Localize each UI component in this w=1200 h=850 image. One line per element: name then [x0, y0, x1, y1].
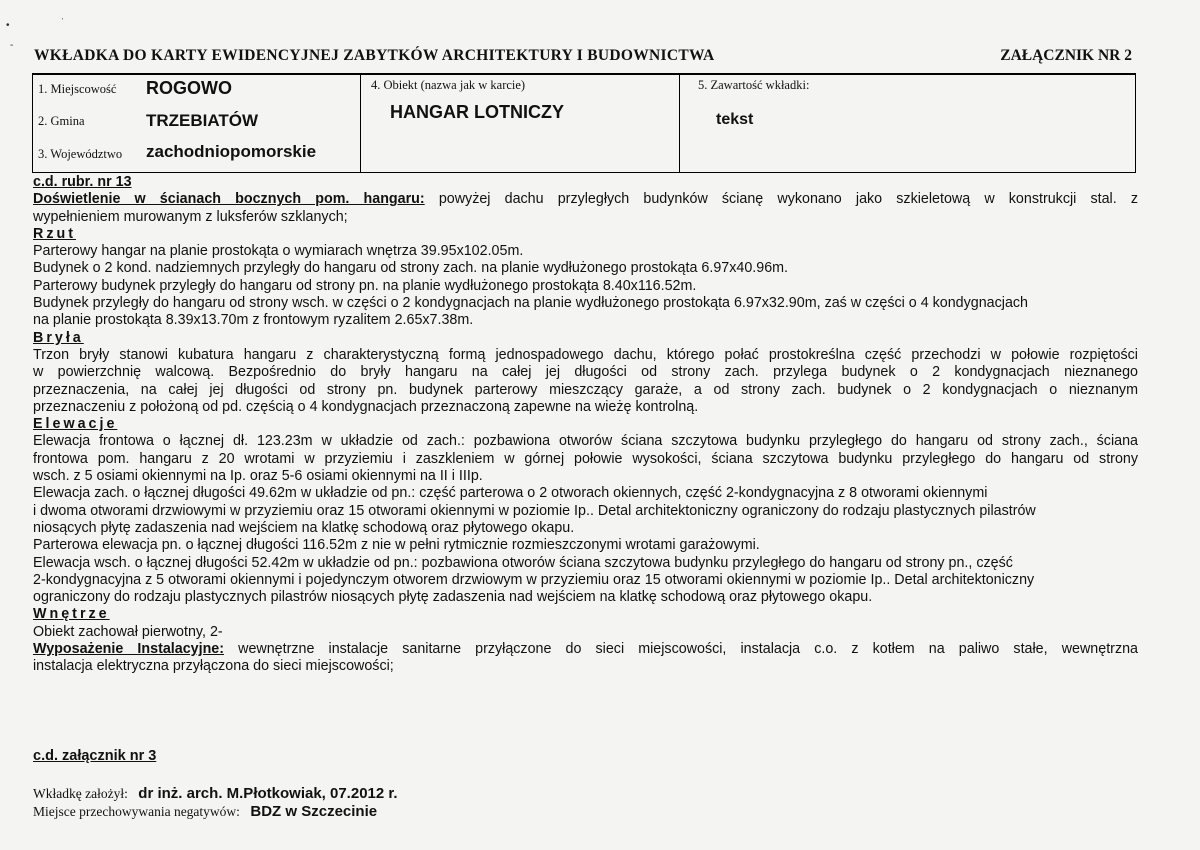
rubric-ref: c.d. rubr. nr 13 — [33, 174, 132, 190]
mass-text: przeznaczenia, na całej jej długości od strony pn. budynek parterowy mieszczący garaże, a od strony zach. budynek o 2 kondygnacjach o nieznanym — [33, 381, 1138, 398]
column-divider — [679, 74, 680, 172]
mass-heading: Bryła — [33, 329, 84, 346]
mass-text: w powierzchnię walcową. Bezpośrednio do bryły hangaru na całej jej długości od strony zach. przylega budynek o 2 kondygnacjach nieznanego — [33, 364, 1138, 381]
negatives-row — [33, 803, 377, 821]
plan-heading: Rzut — [33, 225, 76, 242]
elevation-text: Elewacja wsch. o łącznej długości 52.42m w układzie od pn.: pozbawiona otworów ściana szczytowa budynku przyległego do hangaru od strony pn., część — [33, 554, 1013, 571]
mass-text: Trzon bryły stanowi kubatura hangaru z charakterystyczną formą jednospadowego dachu, którego połać prostokreślna część przechodzi w połowie rozpiętości — [33, 346, 1138, 363]
lighting-text: powyżej dachu przyległych budynków ścianę wykonano jako szkieletową w konstrukcji stal. z — [424, 191, 1138, 208]
installations-line — [33, 641, 1138, 658]
scan-mark: - — [10, 40, 14, 51]
negatives-label: Miejsce przechowywania negatywów: — [33, 804, 240, 819]
elevation-heading: Elewacje — [33, 416, 118, 433]
locality-value: ROGOWO — [146, 78, 232, 98]
elevation-text: Parterowa elewacja pn. o łącznej długości 116.52m z nie w pełni rytmicznie rozmieszczonymi wrotami garażowymi. — [33, 537, 760, 554]
attachment-number: ZAŁĄCZNIK NR 2 — [1000, 47, 1132, 64]
voivodeship-value: zachodniopomorskie — [146, 142, 317, 161]
voivodeship-label: 3. Województwo — [38, 147, 123, 161]
interior-text: Obiekt zachował pierwotny, 2- — [33, 623, 223, 640]
header-box — [32, 74, 1136, 173]
plan-text: Budynek o 2 kond. nadziemnych przyległy do hangaru od strony zach. na planie wydłużonego prostokąta 6.97x40.96m. — [33, 260, 789, 277]
lighting-text: wypełnieniem murowanym z luksferów szklanych; — [33, 208, 348, 225]
commune-value: TRZEBIATÓW — [146, 111, 259, 130]
contents-label: 5. Zawartość wkładki: — [698, 78, 810, 92]
scan-mark: • — [6, 20, 10, 31]
created-by-label: Wkładkę założył: — [33, 786, 128, 801]
elevation-text: ograniczony do rodzaju plastycznych pilastrów niosących płytę zadaszenia nad wejściem na klatkę schodową oraz płytowego okapu. — [33, 589, 873, 606]
lighting-line — [33, 191, 1138, 208]
elevation-text: i dwoma otworami drzwiowymi w przyziemiu oraz 15 otworami okiennymi w poziomie Ip.. Detal architektoniczny ograniczony do rodzaju plastycznych pilastrów — [33, 502, 1036, 519]
interior-heading: Wnętrze — [33, 606, 110, 623]
lighting-heading: Doświetlenie w ścianach bocznych pom. hangaru: — [33, 191, 425, 208]
elevation-text: Elewacja frontowa o łącznej dł. 123.23m w układzie od zach.: pozbawiona otworów ściana szczytowa budynku przyległego do hangaru od strony zach., ściana — [33, 433, 1138, 450]
elevation-text: Elewacja zach. o łącznej długości 49.62m w układzie od pn.: część parterowa o 2 otworach okiennych, część 2-kondygnacyjna z 8 otworami okiennymi — [33, 485, 988, 502]
mass-text: przeznaczeniu z położoną od pd. częścią o 4 kondygnacjach przeznaczoną zapewne na wieżę kontrolną. — [33, 398, 699, 415]
form-title: WKŁADKA DO KARTY EWIDENCYJNEJ ZABYTKÓW ARCHITEKTURY I BUDOWNICTWA — [34, 47, 715, 64]
installations-heading: Wyposażenie Instalacyjne: — [33, 641, 225, 658]
negatives-value: BDZ w Szczecinie — [250, 803, 378, 820]
elevation-text: 2-kondygnacyjna z 5 otworami okiennymi i pojedynczym otworem drzwiowym w przyziemiu oraz 15 otworami okiennymi w poziomie Ip.. Detal architektoniczny — [33, 571, 1035, 588]
description-body — [33, 174, 1138, 676]
plan-text: Parterowy hangar na planie prostokąta o wymiarach wnętrza 39.95x102.05m. — [33, 243, 524, 260]
installations-text: wewnętrzne instalacje sanitarne przyłączone do sieci miejscowości, instalacja c.o. z kotłem na paliwo stałe, wewnętrzna — [224, 641, 1138, 658]
plan-text: Parterowy budynek przyległy do hangaru od strony pn. na planie wydłużonego prostokąta 8.40x116.52m. — [33, 277, 697, 294]
locality-label: 1. Miejscowość — [38, 82, 117, 96]
elevation-text: frontowa pom. hangaru z 20 wrotami w przyziemiu i zaszkleniem w górnej połowie wysokości, ściana szczytowa budynku przyległego do hangaru od strony — [33, 450, 1138, 467]
object-label: 4. Obiekt (nazwa jak w karcie) — [371, 78, 526, 92]
column-divider — [360, 74, 361, 172]
plan-text: Budynek przyległy do hangaru od strony wsch. w części o 2 kondygnacjach na planie wydłużonego prostokąta 6.97x32.90m, zaś w części o 4 kondygnacjach — [33, 295, 1029, 312]
elevation-text: wsch. z 5 osiami okiennymi na Ip. oraz 5-6 osiami okiennymi na II i IIIp. — [33, 468, 483, 485]
commune-label: 2. Gmina — [38, 114, 85, 128]
scan-mark: ' — [62, 18, 64, 25]
contents-value: tekst — [716, 111, 754, 128]
elevation-text: niosących płytę zadaszenia nad wejściem na klatkę schodową oraz płytowego okapu. — [33, 519, 575, 536]
created-by-value: dr inż. arch. M.Płotkowiak, 07.2012 r. — [138, 785, 398, 802]
plan-text: na planie prostokąta 8.39x13.70m z frontowym ryzalitem 2.65x7.38m. — [33, 312, 474, 329]
attachment-reference: c.d. załącznik nr 3 — [33, 748, 157, 764]
object-value: HANGAR LOTNICZY — [390, 102, 564, 122]
created-by-row — [33, 785, 398, 803]
installations-text: instalacja elektryczna przyłączona do sieci miejscowości; — [33, 658, 394, 675]
